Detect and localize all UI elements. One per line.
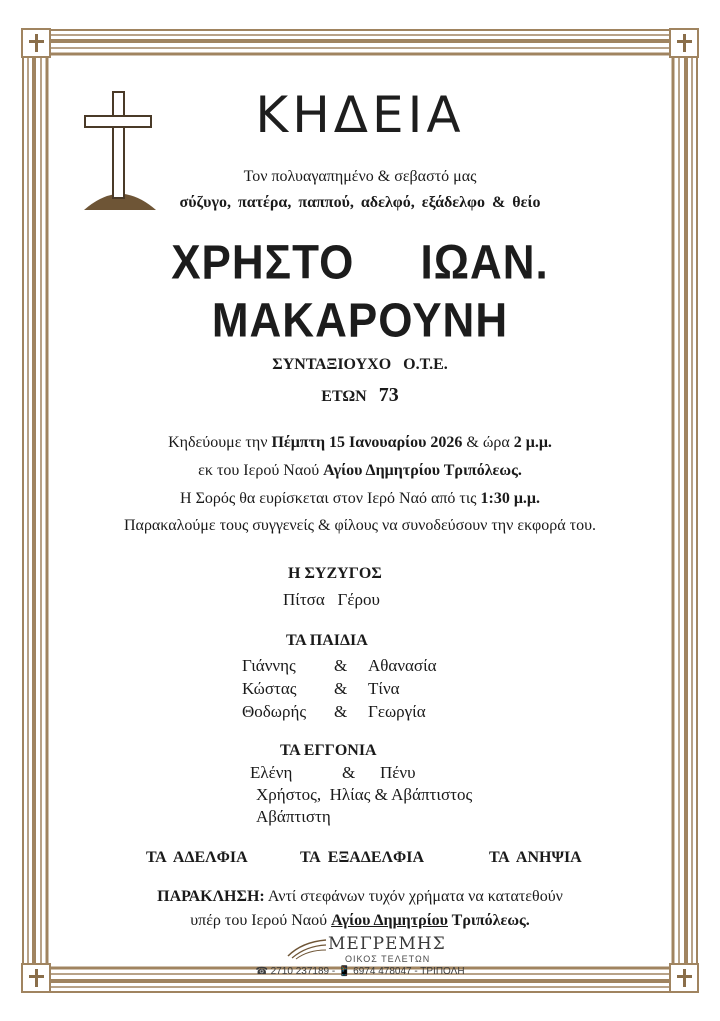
child-name: Κώστας [242,679,297,698]
child-spouse-name: Τίνα [368,679,400,698]
grandchild-name: Πένυ [380,763,416,782]
ampersand: & [334,679,348,698]
city-name: Τριπόλεως. [447,912,530,929]
request-text: υπέρ του Ιερού Ναού [190,912,332,929]
request-text: Αντί στεφάνων τυχόν χρήματα να κατατεθούν [264,888,563,905]
child-name: Γιάννης [242,656,296,675]
funeral-home-contact: ☎ 2710 237189 - 📱 6974 478047 - ΤΡΙΠΟΛΗ [255,966,465,977]
ampersand: & [342,763,356,782]
request-line [0,888,720,906]
deceased-surname: ΜΑΚΑΡΟΥΝΗ [211,293,509,348]
age-value: 73 [378,384,399,406]
viewing-line [0,490,720,508]
children-heading: ΤΑ ΠΑΙΔΙΑ [286,632,368,649]
funeral-home-subtitle: ΟΙΚΟΣ ΤΕΛΕΤΩΝ [345,954,431,964]
grandchild-name: Αβάπτιστη [256,807,331,826]
invitation-line: Παρακαλούμε τους συγγενείς & φίλους να συνοδεύσουν την εκφορά του. [124,517,596,534]
ampersand: & [334,656,348,675]
spouse-heading: Η ΣΥΖΥΓΟΣ [288,565,382,582]
grandchild-name: Ελένη [250,763,293,782]
request-church-line [0,912,720,930]
relations-line: σύζυγο, πατέρα, παππού, αδελφό, εξάδελφο & θείο [179,194,541,211]
funeral-text: & ώρα [462,434,514,451]
ampersand: & [334,702,348,721]
child-name: Θοδωρής [242,702,307,721]
request-label: ΠΑΡΑΚΛΗΣΗ: [157,888,265,905]
viewing-time: 1:30 μ.μ. [480,490,540,507]
grandchildren-names: Χρήστος, Ηλίας & Αβάπτιστος [256,785,473,804]
grandchildren-heading: ΤΑ ΕΓΓΟΝΙΑ [280,742,377,759]
church-name: Αγίου Δημητρίου Τριπόλεως. [323,462,522,479]
nephews-heading: ΤΑ ΑΝΗΨΙΑ [489,849,582,866]
funeral-home-logo-icon [286,936,328,960]
siblings-heading: ΤΑ ΑΔΕΛΦΙΑ [146,849,248,866]
child-spouse-name: Γεωργία [368,702,426,721]
spouse-name: Πίτσα Γέρου [283,590,380,609]
deceased-title: ΣΥΝΤΑΞΙΟΥΧΟ Ο.Τ.Ε. [272,356,448,373]
deceased-first-name: ΧΡΗΣΤΟ ΙΩΑΝ. [171,235,549,290]
funeral-day: Πέμπτη 15 Ιανουαρίου 2026 [271,434,463,451]
viewing-text: Η Σορός θα ευρίσκεται στον Ιερό Ναό από τις [180,490,481,507]
funeral-text: εκ του Ιερού Ναού [198,462,324,479]
funeral-church-line [0,462,720,480]
funeral-home-name [328,934,446,954]
funeral-text: Κηδεύουμε την [168,434,272,451]
intro-line: Τον πολυαγαπημένο & σεβαστό μας [243,168,477,185]
child-spouse-name: Αθανασία [368,656,437,675]
funeral-home-title: ΜΕΓΡΕΜΗΣ [328,934,446,954]
funeral-date-line [0,434,720,452]
deceased-age [0,384,720,407]
age-label: ΕΤΩΝ [321,388,367,405]
church-name: Αγίου Δημητρίου [331,912,448,929]
cousins-heading: ΤΑ ΕΞΑΔΕΛΦΙΑ [300,849,425,866]
funeral-time: 2 μ.μ. [513,434,552,451]
page-title: ΚΗΔΕΙΑ [255,86,465,144]
